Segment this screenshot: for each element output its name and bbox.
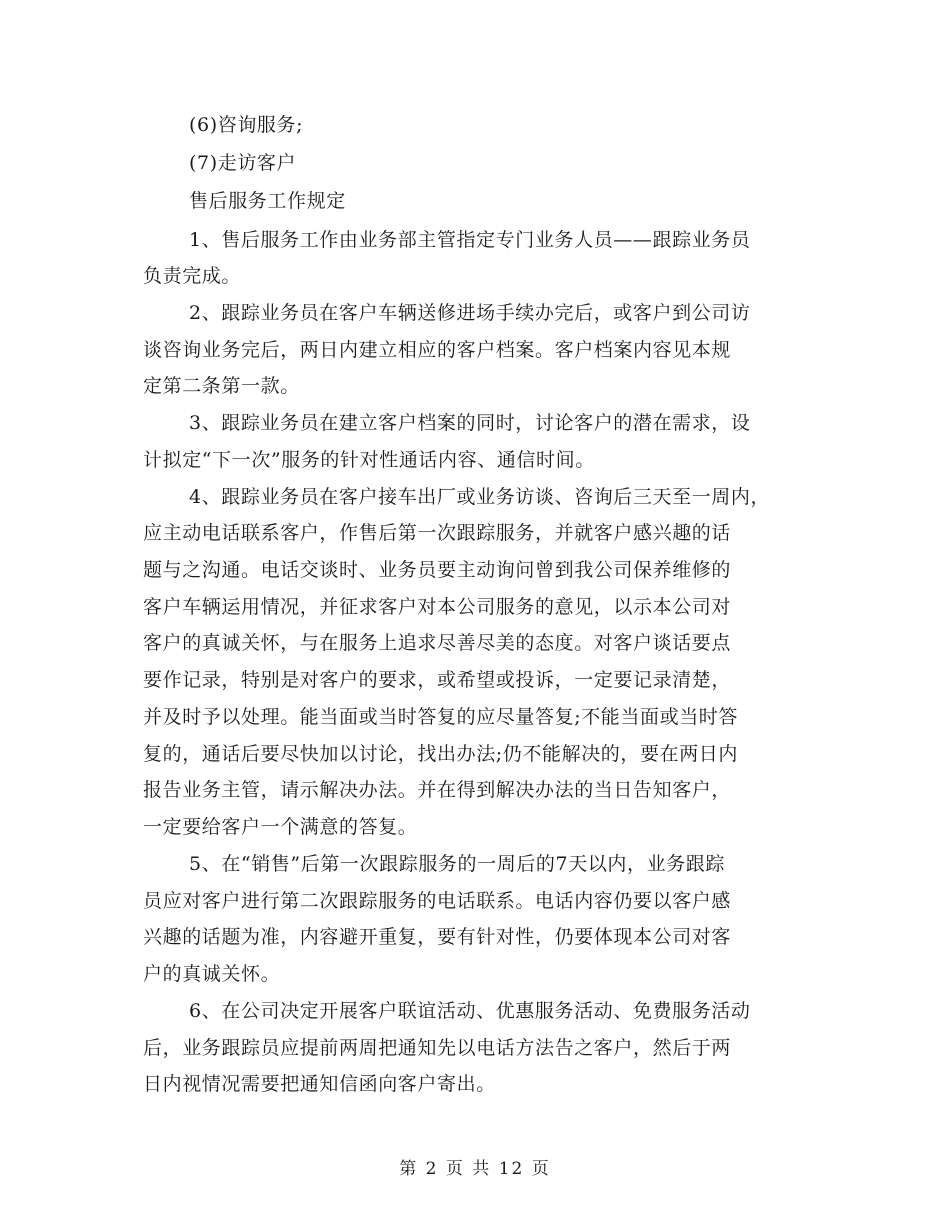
text-line: 计拟定“下一次”服务的针对性通话内容、通信时间。 xyxy=(143,449,595,471)
text-line: 并及时予以处理。能当面或当时答复的应尽量答复;不能当面或当时答 xyxy=(143,706,739,728)
text-line: 要作记录，特别是对客户的要求，或希望或投诉，一定要记录清楚， xyxy=(143,669,732,691)
text-line: 4、跟踪业务员在客户接车出厂或业务访谈、咨询后三天至一周内， xyxy=(189,486,771,508)
section-heading: 售后服务工作规定 xyxy=(189,190,346,212)
text-line: 应主动电话联系客户，作售后第一次跟踪服务，并就客户感兴趣的话 xyxy=(143,522,732,544)
text-line: (7)走访客户 xyxy=(189,152,297,174)
text-line: 6、在公司决定开展客户联谊活动、优惠服务活动、免费服务活动 xyxy=(189,1000,751,1022)
text-line: 日内视情况需要把通知信函向客户寄出。 xyxy=(143,1073,496,1095)
text-line: 定第二条第一款。 xyxy=(143,375,300,397)
text-line: 1、售后服务工作由业务部主管指定专门业务人员——跟踪业务员 xyxy=(189,229,751,251)
page-number-footer: 第 2 页 共 12 页 xyxy=(399,1159,551,1179)
text-line: 谈咨询业务完后，两日内建立相应的客户档案。客户档案内容见本规 xyxy=(143,339,732,361)
text-line: 兴趣的话题为准，内容避开重复，要有针对性，仍要体现本公司对客 xyxy=(143,926,732,948)
text-line: 5、在“销售”后第一次跟踪服务的一周后的7天以内，业务跟踪 xyxy=(189,853,726,875)
text-line: 2、跟踪业务员在客户车辆送修进场手续办完后，或客户到公司访 xyxy=(189,302,751,324)
text-line: 一定要给客户一个满意的答复。 xyxy=(143,816,418,838)
text-line: 户的真诚关怀。 xyxy=(143,963,281,985)
text-line: 报告业务主管，请示解决办法。并在得到解决办法的当日告知客户， xyxy=(143,779,732,801)
text-line: 3、跟踪业务员在建立客户档案的同时，讨论客户的潜在需求，设 xyxy=(189,412,751,434)
text-line: 员应对客户进行第二次跟踪服务的电话联系。电话内容仍要以客户感 xyxy=(143,890,732,912)
text-line: (6)咨询服务; xyxy=(189,114,304,136)
text-line: 后，业务跟踪员应提前两周把通知先以电话方法告之客户，然后于两 xyxy=(143,1037,732,1059)
text-line: 客户的真诚关怀，与在服务上追求尽善尽美的态度。对客户谈话要点 xyxy=(143,632,732,654)
text-line: 题与之沟通。电话交谈时、业务员要主动询问曾到我公司保养维修的 xyxy=(143,559,732,581)
text-line: 复的，通话后要尽快加以讨论，找出办法;仍不能解决的，要在两日内 xyxy=(143,743,739,765)
text-line: 负责完成。 xyxy=(143,265,242,287)
text-line: 客户车辆运用情况，并征求客户对本公司服务的意见，以示本公司对 xyxy=(143,596,732,618)
